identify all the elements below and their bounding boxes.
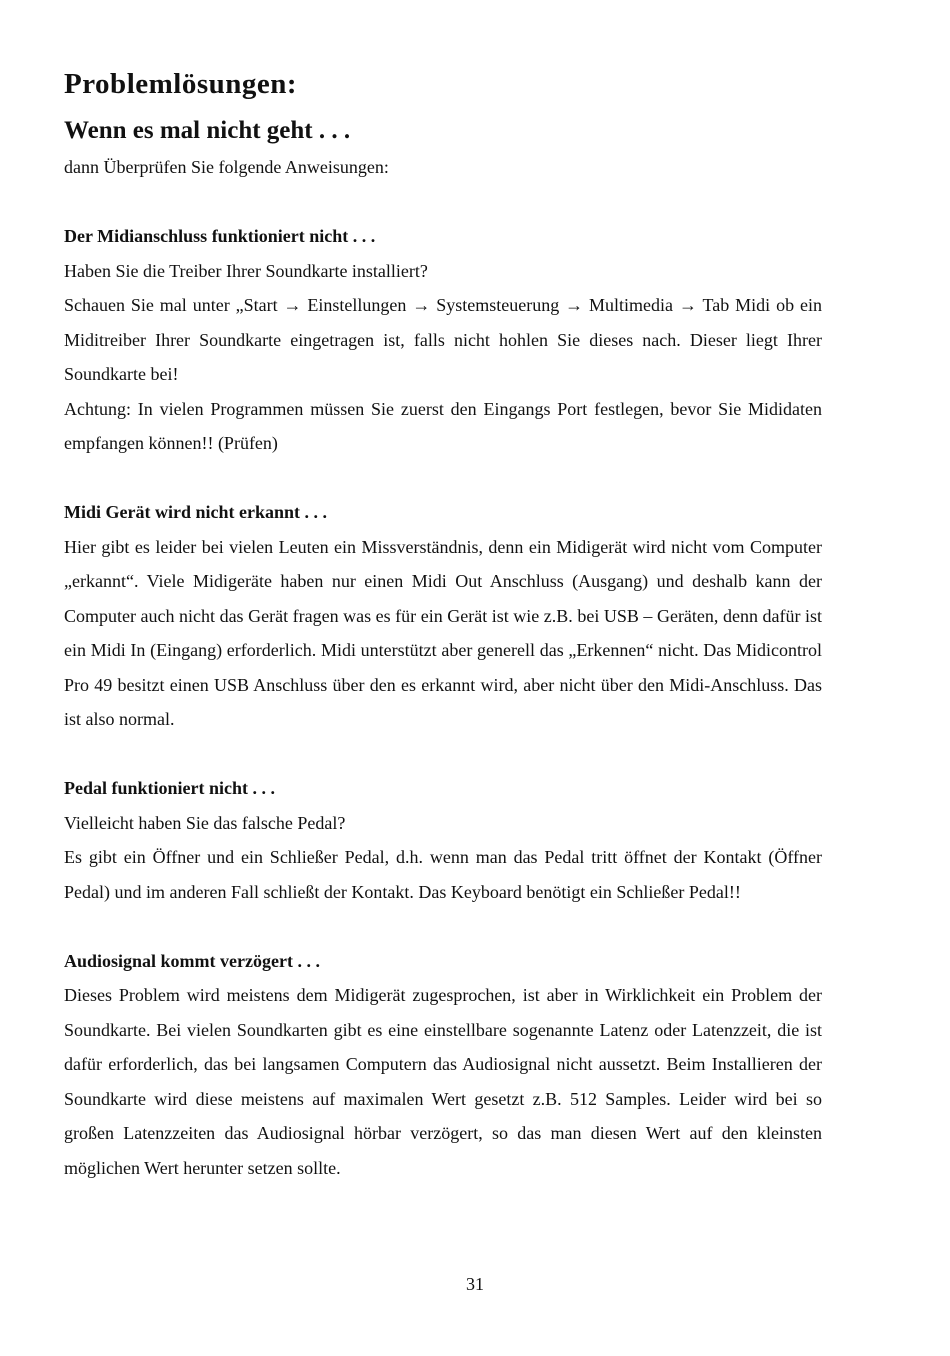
section-midi-geraet [64, 495, 822, 737]
section-audiosignal [64, 944, 822, 1186]
section-midianschluss [64, 219, 822, 461]
page-number: 31 [466, 1274, 484, 1294]
section-title: Der Midianschluss funktioniert nicht . . . [64, 226, 376, 246]
page-title: Problemlösungen: [64, 68, 298, 100]
section-pedal [64, 771, 822, 909]
section-paragraph: Hier gibt es leider bei vielen Leuten ein Missverständnis, denn ein Midigerät wird nicht vom Computer „erkannt“. Viele Midigeräte haben nur einen Midi Out Anschluss (Ausgang) und deshalb kann der Computer auch nicht das Gerät fragen was es für ein Gerät ist wie z.B. bei USB – Geräten, denn dafür ist ein Midi In (Eingang) erforderlich. Midi unterstützt aber generell das „Erkennen“ nicht. Das Midicontrol Pro 49 besitzt einen USB Anschluss über den es erkannt wird, aber nicht über den Midi-Anschluss. Das ist also normal. [64, 536, 822, 729]
intro-text: dann Überprüfen Sie folgende Anweisungen: [64, 157, 389, 177]
section-title: Audiosignal kommt verzögert . . . [64, 950, 320, 971]
document-page [64, 64, 822, 1185]
section-title: Pedal funktioniert nicht . . . [64, 778, 276, 798]
section-paragraph: Schauen Sie mal unter „Start → Einstellungen → Systemsteuerung → Multimedia → Tab Midi ob ein Miditreiber Ihrer Soundkarte eingetragen ist, falls nicht hohlen Sie dieses nach. Dieser liegt Ihrer Soundkarte bei! [64, 295, 822, 384]
page-subtitle: Wenn es mal nicht geht . . . [64, 117, 351, 144]
section-paragraph: Es gibt ein Öffner und ein Schließer Pedal, d.h. wenn man das Pedal tritt öffnet der Kontakt (Öffner Pedal) und im anderen Fall schließt der Kontakt. Das Keyboard benötigt ein Schließer Pedal!! [64, 847, 822, 902]
section-paragraph: Vielleicht haben Sie das falsche Pedal? [64, 812, 346, 833]
section-paragraph: Haben Sie die Treiber Ihrer Soundkarte installiert? [64, 260, 428, 281]
section-paragraph: Dieses Problem wird meistens dem Midigerät zugesprochen, ist aber in Wirklichkeit ein Problem der Soundkarte. Bei vielen Soundkarten gibt es eine einstellbare sogenannte Latenz oder Latenzzeit, die ist dafür erforderlich, das bei langsamen Computern das Audiosignal nicht aussetzt. Beim Installieren der Soundkarte wird diese meistens auf maximalen Wert gesetzt z.B. 512 Samples. Leider wird bei so großen Latenzzeiten das Audiosignal hörbar verzögert, so das man diesen Wert auf den kleinsten möglichen Wert herunter setzen sollte. [64, 985, 822, 1178]
section-title: Midi Gerät wird nicht erkannt . . . [64, 502, 327, 522]
section-paragraph: Achtung: In vielen Programmen müssen Sie zuerst den Eingangs Port festlegen, bevor Sie Mididaten empfangen können!! (Prüfen) [64, 398, 822, 453]
